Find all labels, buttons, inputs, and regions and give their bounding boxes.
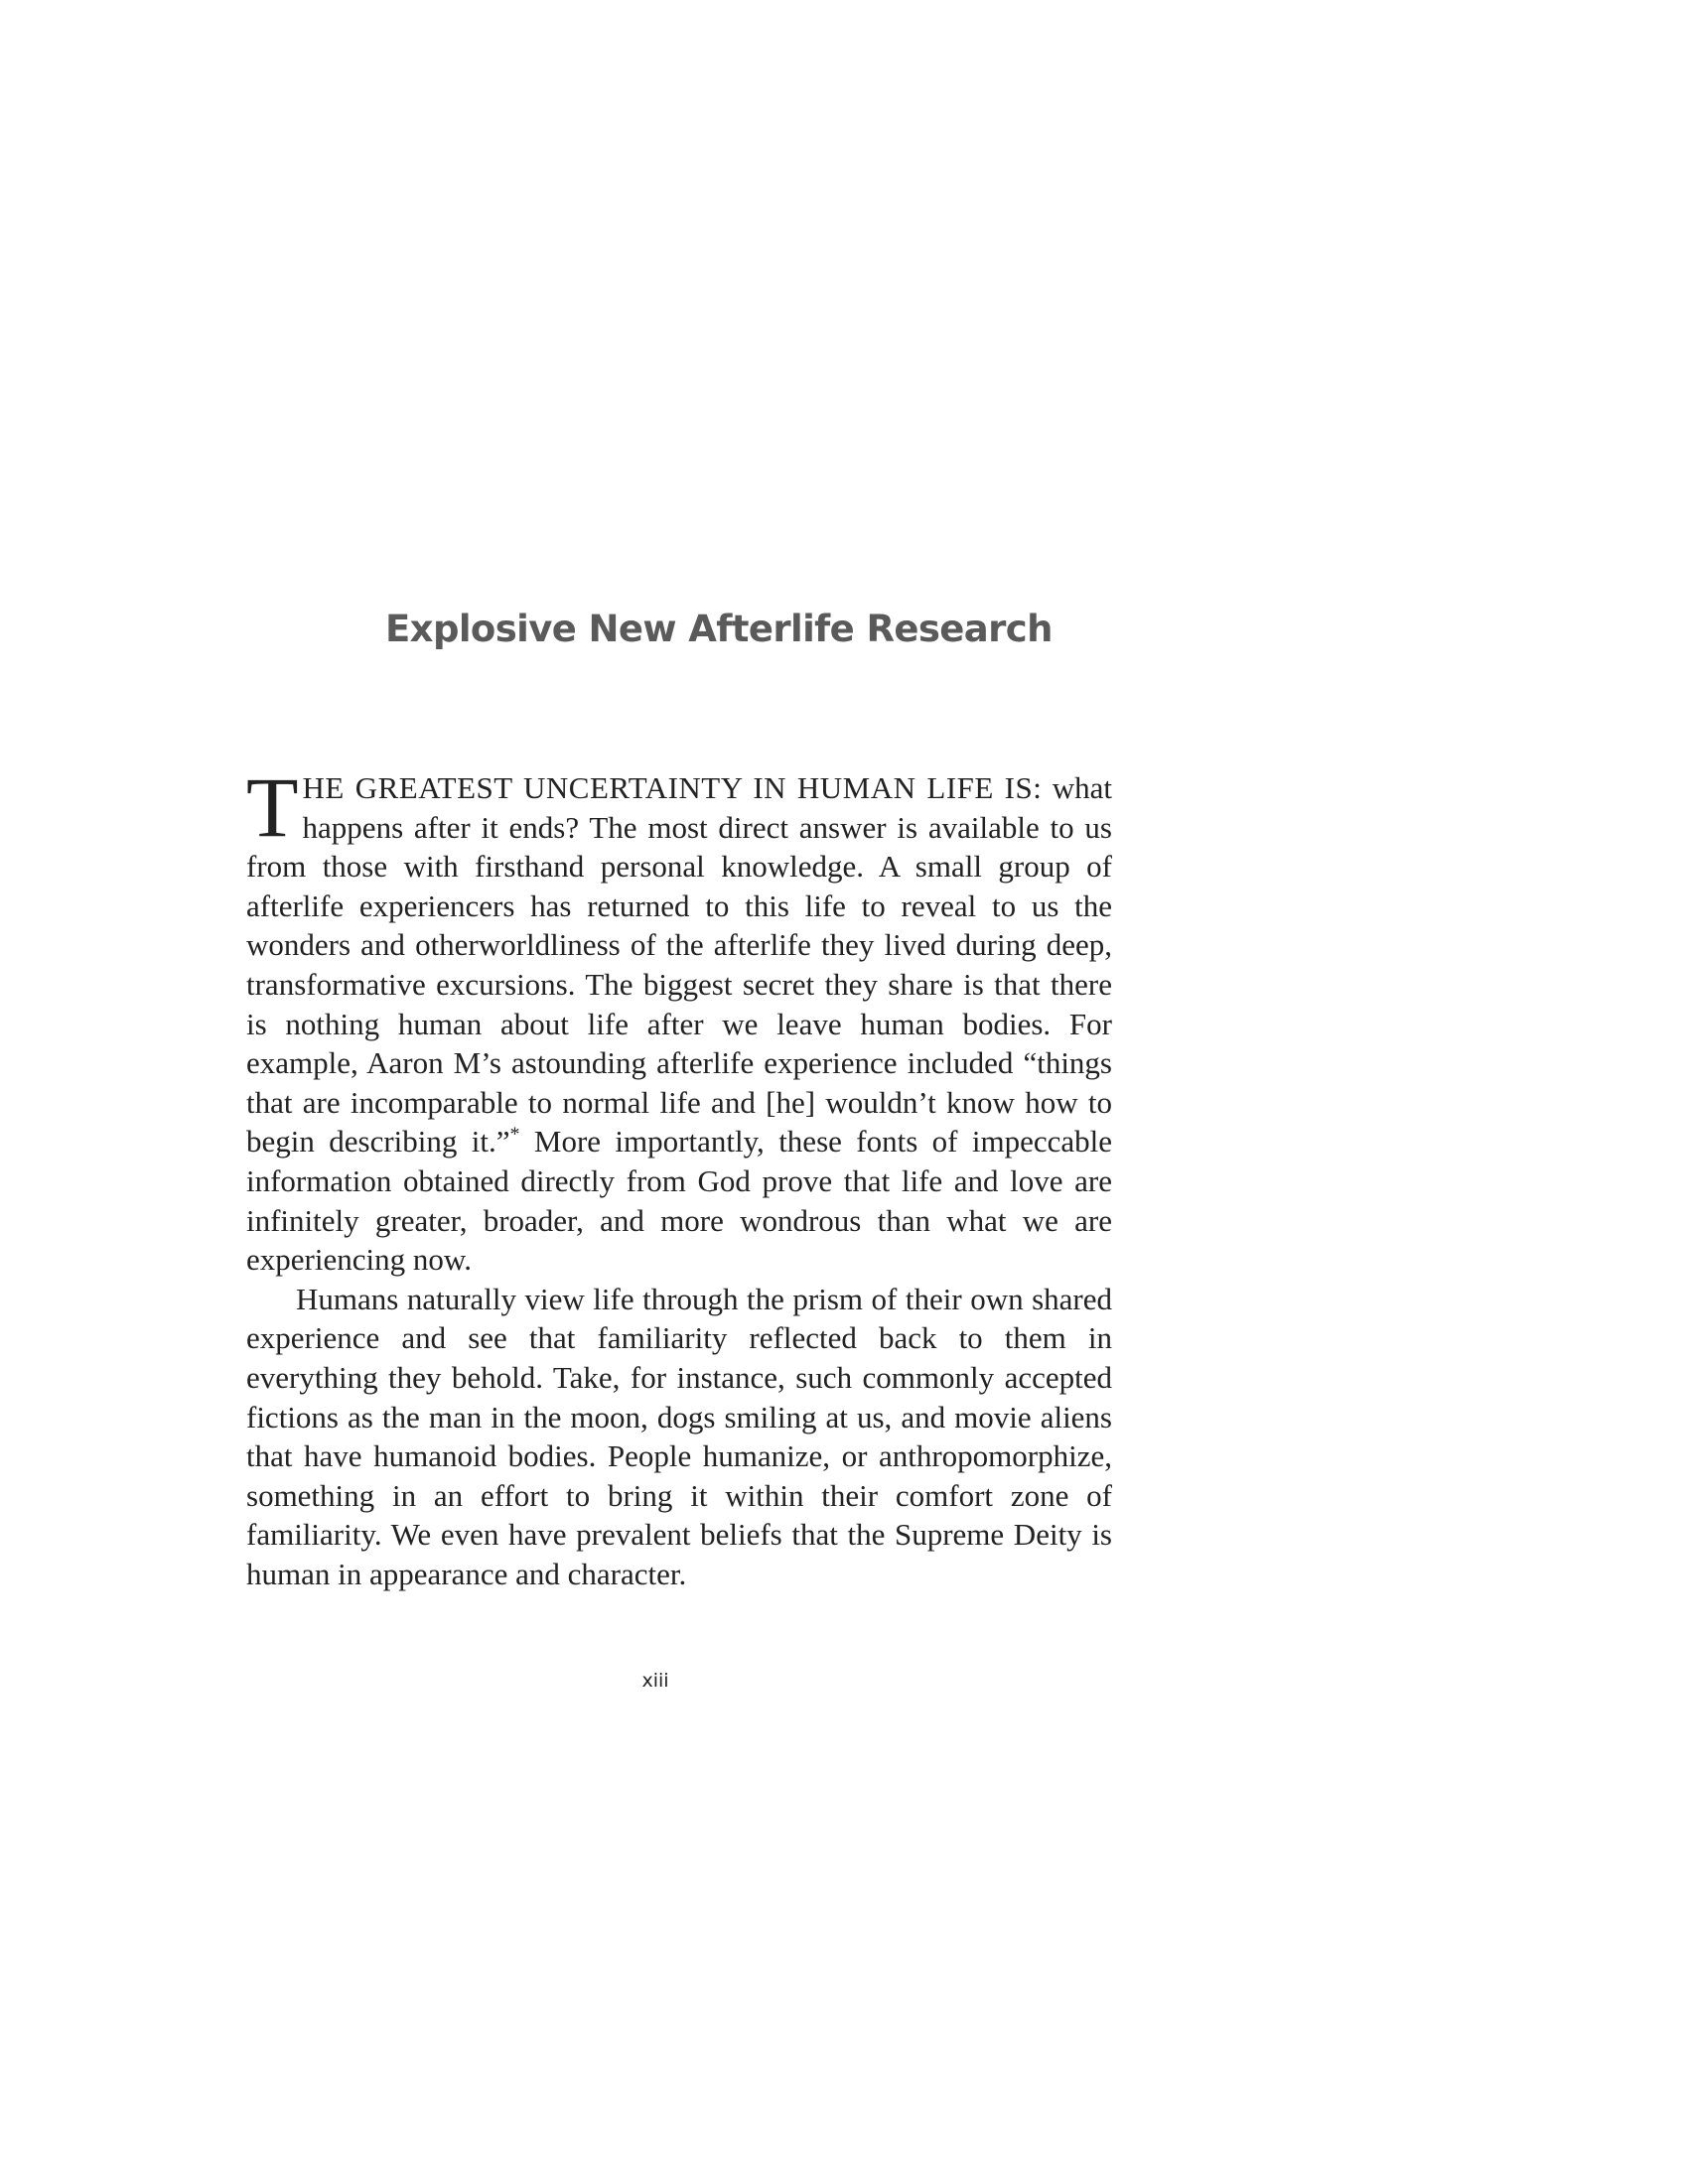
paragraph-1-text-continued: More importantly, these fonts of impeccable information obtained directly from God prove that life and love are infinitely greater, broader, and more wondrous than what we are experiencing now. xyxy=(246,1124,1112,1278)
chapter-title: Explosive New Afterlife Research xyxy=(385,608,1053,650)
body-text xyxy=(246,759,1112,1593)
lead-in-caps: HE GREATEST UNCERTAINTY IN HUMAN LIFE IS: xyxy=(302,770,1043,805)
paragraph-2: Humans naturally view life through the prism of their own shared experience and see that familiarity reflected back to them in everything they behold. Take, for instance, such commonly accepted fictions as the man in the moon, dogs smiling at us, and movie aliens that have humanoid bodies. People humanize, or anthropomorphize, something in an effort to bring it within their comfort zone of familiarity. We even have prevalent beliefs that the Supreme Deity is human in appearance and character. xyxy=(246,1281,1112,1591)
footnote-marker: * xyxy=(509,1124,520,1147)
paragraph-1-text: what happens after it ends? The most direct answer is available to us from those with firsthand personal knowledge. A small group of afterlife experiencers has returned to this life to reveal to us the wonders and otherworldliness of the afterlife they lived during deep, transformative excursions. The biggest secret they share is that there is nothing human about life after we leave human bodies. For example, Aaron M’s astounding afterlife experience included “things that are incomparable to normal life and [he] wouldn’t know how to begin describing it.” xyxy=(246,770,1112,1160)
drop-cap: T xyxy=(246,759,299,855)
page-number: xiii xyxy=(641,1670,669,1692)
paragraph-1 xyxy=(246,759,1112,1280)
